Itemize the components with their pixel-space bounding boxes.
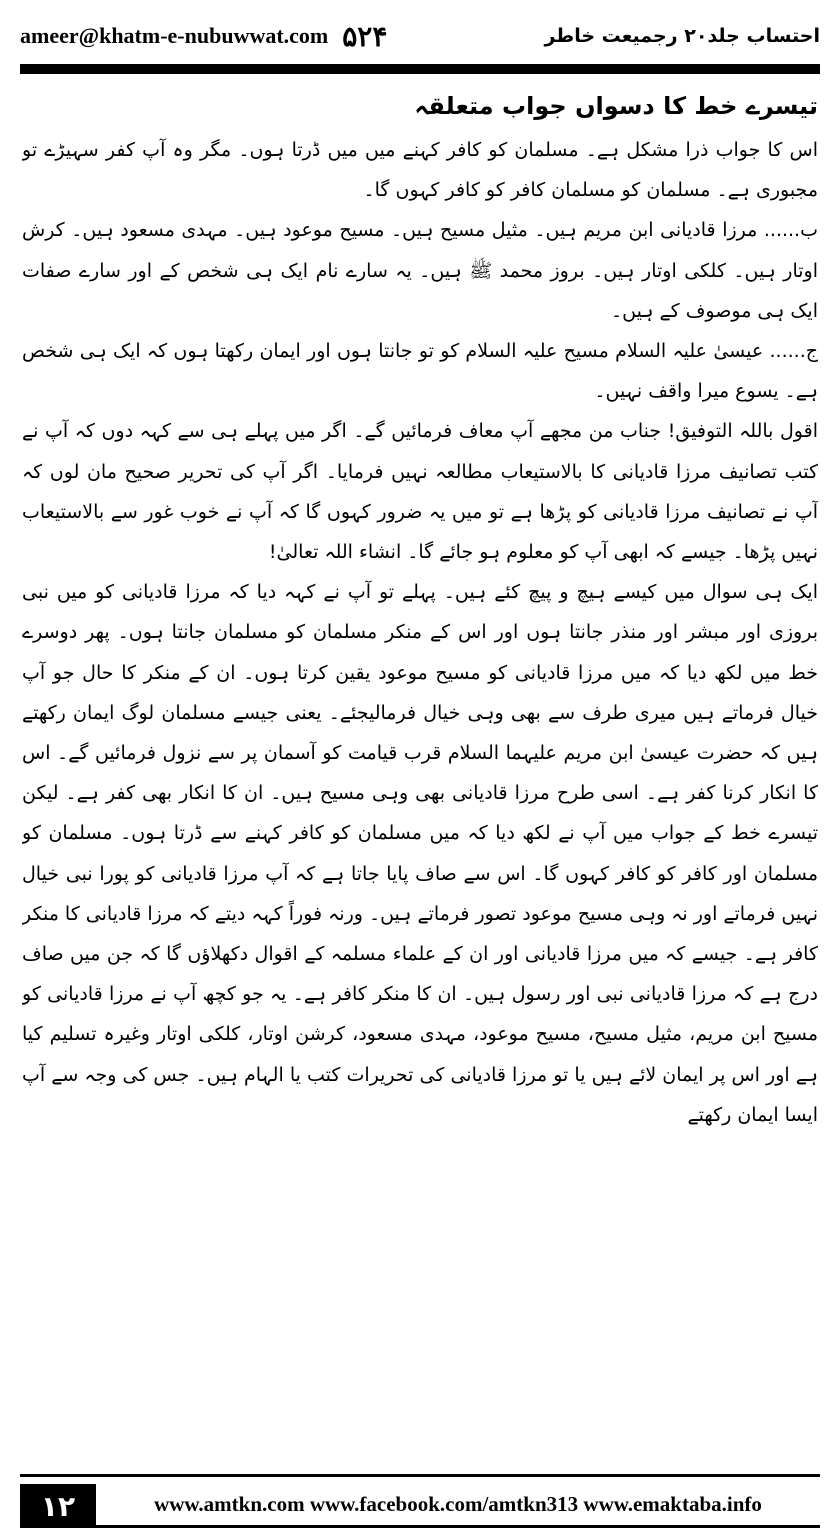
footer-page-number: ۱۲ bbox=[20, 1484, 96, 1528]
paragraph: اس کا جواب ذرا مشکل ہے۔ مسلمان کو کافر کہنے میں میں ڈرتا ہوں۔ مگر وہ آپ کفر سہیڑے تو مجبوری ہے۔ مسلمان کو مسلمان کافر کو کافر کہوں گا۔ bbox=[22, 139, 818, 202]
page-header bbox=[20, 14, 820, 58]
paragraph: ایک ہی سوال میں کیسے ہیچ و پیچ کئے ہیں۔ پہلے تو آپ نے کہہ دیا کہ مرزا قادیانی کو میں نبی بروزی اور مبشر اور منذر جانتا ہوں اور اس کے منکر مسلمان کو مسلمان جانتا ہوں۔ پھر دوسرے خط میں لکھ دیا کہ میں مرزا قادیانی کو مسیح موعود یقین کرتا ہوں۔ ان کے منکر کا حال جو آپ خیال فرماتے ہیں میری طرف سے بھی وہی خیال فرمالیجئے۔ یعنی جیسے مسلمان لوگ ایمان رکھتے ہیں کہ حضرت عیسیٰ ابن مریم علیہما السلام قرب قیامت کو آسمان پر سے نزول فرمائیں گے۔ اس کا انکار کرنا کفر ہے۔ اسی طرح مرزا قادیانی بھی وہی مسیح ہیں۔ ان کا انکار بھی کفر ہے۔ لیکن تیسرے خط کے جواب میں آپ نے لکھ دیا کہ میں مسلمان کو کافر کہنے سے ڈرتا ہوں۔ مسلمان کو مسلمان اور کافر کو کافر کہوں گا۔ اس سے صاف پایا جاتا ہے کہ آپ مرزا قادیانی کو پورا نبی خیال نہیں فرماتے اور نہ وہی مسیح موعود تصور فرماتے ہیں۔ ورنہ فوراً کہہ دیتے کہ مرزا قادیانی کا منکر کافر ہے۔ جیسے کہ میں مرزا قادیانی اور ان کے علماء مسلمہ کے اقوال دکھلاؤں گا کہ جن میں صاف درج ہے کہ مرزا قادیانی نبی اور رسول ہیں۔ ان کا منکر کافر ہے۔ یہ جو کچھ آپ نے مرزا قادیانی کو مسیح ابن مریم، مثیل مسیح، مسیح موعود، مہدی مسعود، کرشن اوتار، کلکی اوتار وغیرہ تسلیم کیا ہے اور اس پر ایمان لائے ہیں یا تو مرزا قادیانی کی تحریرات کتب یا الہام ہیں۔ جس کی وجہ سے آپ ایسا ایمان رکھتے bbox=[22, 581, 818, 1126]
paragraph: اقول باللہ التوفیق! جناب من مجھے آپ معاف فرمائیں گے۔ اگر میں پہلے ہی سے کہہ دوں کہ آپ نے کتب تصانیف مرزا قادیانی کا بالاستیعاب مطالعہ نہیں فرمایا۔ اگر آپ کی تحریر صحیح مان لوں کہ آپ نے تصانیف مرزا قادیانی کو پڑھا ہے تو میں یہ ضرور کہوں گا کہ آپ نے خوب غور سے بالاستیعاب نہیں پڑھا۔ جیسے کہ ابھی آپ کو معلوم ہو جائے گا۔ انشاء اللہ تعالیٰ! bbox=[22, 420, 818, 564]
section-heading: تیسرے خط کا دسواں جواب متعلقہ bbox=[414, 92, 818, 120]
header-email: ameer@khatm-e-nubuwwat.com bbox=[20, 23, 329, 48]
header-book-title: احتساب جلد۲۰ رجمیعت خاطر bbox=[544, 25, 820, 47]
footer-rule bbox=[20, 1474, 820, 1477]
footer-links: www.amtkn.com www.facebook.com/amtkn313 www.emaktaba.info bbox=[96, 1484, 820, 1528]
header-rule bbox=[20, 64, 820, 74]
header-page-number: ۵۲۴ bbox=[342, 19, 388, 53]
paragraph: ب...... مرزا قادیانی ابن مریم ہیں۔ مثیل مسیح ہیں۔ مسیح موعود ہیں۔ مہدی مسعود ہیں۔ کرش اوتار ہیں۔ کلکی اوتار ہیں۔ بروز محمد ﷺ ہیں۔ یہ سارے نام ایک ہی شخص کے اور سارے صفات ایک ہی موصوف کے ہیں۔ bbox=[22, 219, 818, 322]
header-left bbox=[20, 20, 387, 53]
paragraph: ج...... عیسیٰ علیہ السلام مسیح علیہ السلام کو تو جانتا ہوں اور ایمان رکھتا ہوں کہ ایک ہی شخص ہے۔ یسوع میرا واقف نہیں۔ bbox=[22, 340, 818, 403]
page-footer bbox=[20, 1484, 820, 1528]
page-content bbox=[22, 82, 818, 1450]
